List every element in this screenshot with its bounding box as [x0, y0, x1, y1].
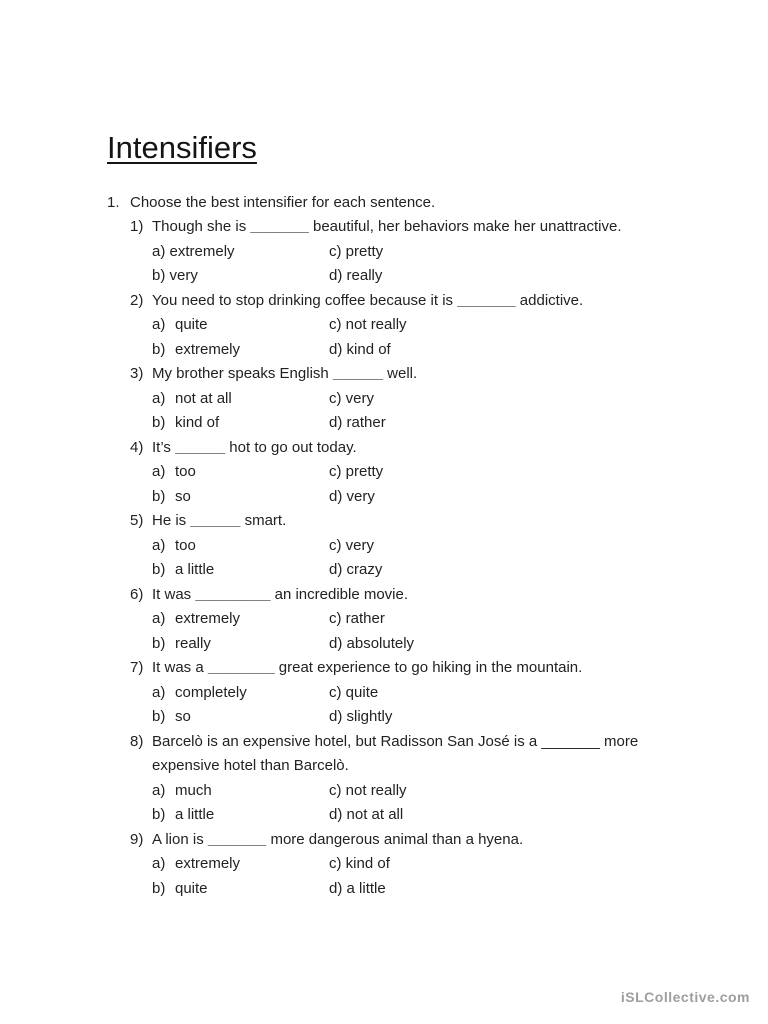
- instruction: [0, 191, 768, 216]
- option-b-text: quite: [175, 879, 208, 897]
- question-6-options-row-2: [0, 632, 768, 657]
- answer-blank: ______: [190, 512, 241, 530]
- option-b-text: kind of: [175, 414, 220, 432]
- option-c: [329, 534, 374, 559]
- option-d-label: d): [329, 414, 343, 432]
- option-d-text: a little: [346, 879, 386, 897]
- question-text-after-blank: hot to go out today.: [225, 438, 357, 456]
- question-text-after-blank: an incredible movie.: [270, 585, 409, 603]
- option-c-label: c): [329, 610, 342, 628]
- question-7-options-row-1: [0, 681, 768, 706]
- option-a-label: a): [152, 389, 166, 407]
- option-a: [152, 240, 235, 265]
- question-2-options-row-1: [0, 313, 768, 338]
- option-c: [329, 240, 383, 265]
- option-d-text: slightly: [346, 708, 393, 726]
- option-b-label: b): [152, 879, 166, 897]
- option-c-label: c): [329, 463, 342, 481]
- question-text-before-blank: My brother speaks English: [152, 365, 333, 383]
- question-9-prompt: [0, 828, 768, 853]
- question-1-options-row-2: [0, 264, 768, 289]
- option-d-label: d): [329, 634, 343, 652]
- option-a-label: a): [152, 781, 166, 799]
- option-d: [329, 632, 414, 657]
- question-8-prompt-continued: [0, 754, 768, 779]
- option-c-text: rather: [345, 610, 385, 628]
- option-c-label: c): [329, 781, 342, 799]
- answer-blank: _______: [541, 732, 600, 750]
- option-d-text: rather: [346, 414, 386, 432]
- option-d-label: d): [329, 879, 343, 897]
- option-b: [152, 264, 198, 289]
- answer-blank: _______: [207, 830, 267, 848]
- question-text-after-blank: more: [599, 732, 639, 750]
- option-b-label: b): [152, 708, 166, 726]
- option-d-text: kind of: [346, 340, 391, 358]
- instruction-number: 1.: [107, 193, 120, 211]
- question-text: [152, 362, 417, 387]
- option-d-label: d): [329, 806, 343, 824]
- option-a-text: much: [175, 781, 212, 799]
- option-d: [329, 803, 403, 828]
- option-d-label: d): [329, 267, 343, 285]
- option-d-text: really: [346, 267, 383, 285]
- option-d: [329, 558, 382, 583]
- worksheet-body: [0, 191, 768, 902]
- question-text-before-blank: It was a: [152, 659, 208, 677]
- option-c-label: c): [329, 389, 342, 407]
- option-a-label: a): [152, 316, 166, 334]
- option-b-label: b): [152, 634, 166, 652]
- question-2-prompt: [0, 289, 768, 314]
- option-a-label: a): [152, 683, 166, 701]
- question-7-options-row-2: [0, 705, 768, 730]
- option-a-text: extremely: [175, 610, 241, 628]
- option-a-text: quite: [175, 316, 208, 334]
- option-b-text: a little: [175, 806, 215, 824]
- question-text-before-blank: Though she is: [152, 218, 251, 236]
- option-c-text: quite: [345, 683, 379, 701]
- question-1-options-row-1: [0, 240, 768, 265]
- option-b-text: really: [175, 634, 211, 652]
- question-number: 6): [130, 585, 144, 603]
- option-a-label: a): [152, 855, 166, 873]
- question-text-before-blank: He is: [152, 512, 191, 530]
- page-title: Intensifiers: [107, 130, 257, 165]
- option-d: [329, 705, 392, 730]
- option-a-text: too: [175, 536, 196, 554]
- option-b-text: a little: [175, 561, 215, 579]
- option-d-text: crazy: [346, 561, 383, 579]
- option-c-text: kind of: [345, 855, 390, 873]
- option-c: [329, 681, 378, 706]
- option-d: [329, 264, 382, 289]
- option-b-label: b): [152, 414, 166, 432]
- option-b-label: b): [152, 806, 166, 824]
- question-2-options-row-2: [0, 338, 768, 363]
- question-9-options-row-2: [0, 877, 768, 902]
- question-number: 7): [130, 659, 144, 677]
- option-c: [329, 313, 407, 338]
- question-text-after-blank: great experience to go hiking in the mountain.: [274, 659, 583, 677]
- question-text: [152, 828, 523, 853]
- option-c-text: not really: [345, 316, 407, 334]
- question-text-after-blank: smart.: [240, 512, 287, 530]
- question-3-prompt: [0, 362, 768, 387]
- option-a-text: completely: [175, 683, 247, 701]
- option-c: [329, 852, 390, 877]
- question-9-options-row-1: [0, 852, 768, 877]
- option-d-text: not at all: [346, 806, 404, 824]
- option-d-text: very: [346, 487, 375, 505]
- option-b-text: extremely: [175, 340, 241, 358]
- question-text-after-blank: addictive.: [515, 291, 584, 309]
- option-c-text: pretty: [345, 242, 384, 260]
- question-text: [152, 730, 638, 755]
- answer-blank: ________: [207, 659, 275, 677]
- answer-blank: _______: [457, 291, 516, 309]
- answer-blank: ______: [332, 365, 383, 383]
- option-b-text: so: [175, 708, 191, 726]
- question-5-options-row-2: [0, 558, 768, 583]
- question-text-after-blank: more dangerous animal than a hyena.: [266, 830, 524, 848]
- question-3-options-row-2: [0, 411, 768, 436]
- option-b-label: b): [152, 487, 166, 505]
- question-number: 1): [130, 218, 144, 236]
- question-6-options-row-1: [0, 607, 768, 632]
- option-d-label: d): [329, 561, 343, 579]
- question-1-prompt: [0, 215, 768, 240]
- option-c-text: pretty: [345, 463, 384, 481]
- question-text-after-blank: well.: [382, 365, 418, 383]
- option-d-text: absolutely: [346, 634, 415, 652]
- question-number: 5): [130, 512, 144, 530]
- question-text-before-blank: It’s: [152, 438, 176, 456]
- option-b-text: very: [169, 267, 198, 285]
- answer-blank: _______: [250, 218, 309, 236]
- question-text-after-blank: beautiful, her behaviors make her unattractive.: [308, 218, 622, 236]
- question-text-continuation: expensive hotel than Barcelò.: [152, 757, 349, 775]
- question-text-before-blank: Barcelò is an expensive hotel, but Radisson San José is a: [152, 732, 542, 750]
- option-b-label: b): [152, 267, 166, 285]
- answer-blank: ______: [175, 438, 226, 456]
- option-c: [329, 460, 383, 485]
- question-number: 8): [130, 732, 144, 750]
- option-a-label: a): [152, 610, 166, 628]
- instruction-text: Choose the best intensifier for each sentence.: [130, 193, 436, 211]
- option-a-label: a): [152, 463, 166, 481]
- question-text: [152, 215, 621, 240]
- question-number: 4): [130, 438, 144, 456]
- question-6-prompt: [0, 583, 768, 608]
- option-a-text: not at all: [175, 389, 232, 407]
- option-c-text: very: [345, 536, 375, 554]
- option-d: [329, 411, 386, 436]
- question-5-options-row-1: [0, 534, 768, 559]
- option-b-label: b): [152, 561, 166, 579]
- option-d: [329, 485, 375, 510]
- question-5-prompt: [0, 509, 768, 534]
- question-4-options-row-2: [0, 485, 768, 510]
- option-c-label: c): [329, 683, 342, 701]
- question-3-options-row-1: [0, 387, 768, 412]
- option-a-label: a): [152, 242, 166, 260]
- option-a-text: too: [175, 463, 196, 481]
- option-c: [329, 779, 407, 804]
- question-8-prompt: [0, 730, 768, 755]
- option-d-label: d): [329, 487, 343, 505]
- question-text-before-blank: You need to stop drinking coffee because it is: [152, 291, 458, 309]
- option-d-label: d): [329, 340, 343, 358]
- question-7-prompt: [0, 656, 768, 681]
- option-c-label: c): [329, 536, 342, 554]
- option-c: [329, 387, 374, 412]
- option-b-text: so: [175, 487, 191, 505]
- option-c-label: c): [329, 855, 342, 873]
- option-a-text: extremely: [175, 855, 241, 873]
- question-text: [152, 289, 583, 314]
- option-c: [329, 607, 385, 632]
- option-b-label: b): [152, 340, 166, 358]
- question-text: [152, 583, 408, 608]
- option-a-label: a): [152, 536, 166, 554]
- question-text: [152, 436, 357, 461]
- question-number: 9): [130, 830, 144, 848]
- question-4-prompt: [0, 436, 768, 461]
- question-number: 3): [130, 365, 144, 383]
- question-number: 2): [130, 291, 144, 309]
- question-text-before-blank: A lion is: [152, 830, 208, 848]
- option-c-text: not really: [345, 781, 407, 799]
- question-8-options-row-1: [0, 779, 768, 804]
- answer-blank: _________: [195, 585, 271, 603]
- question-4-options-row-1: [0, 460, 768, 485]
- question-8-options-row-2: [0, 803, 768, 828]
- question-text-before-blank: It was: [152, 585, 196, 603]
- option-c-text: very: [345, 389, 375, 407]
- option-a-text: extremely: [169, 242, 235, 260]
- option-c-label: c): [329, 242, 342, 260]
- option-d-label: d): [329, 708, 343, 726]
- option-c-label: c): [329, 316, 342, 334]
- option-d: [329, 877, 386, 902]
- option-d: [329, 338, 391, 363]
- question-text: [152, 509, 286, 534]
- site-watermark: iSLCollective.com: [620, 989, 750, 1005]
- question-text: [152, 656, 582, 681]
